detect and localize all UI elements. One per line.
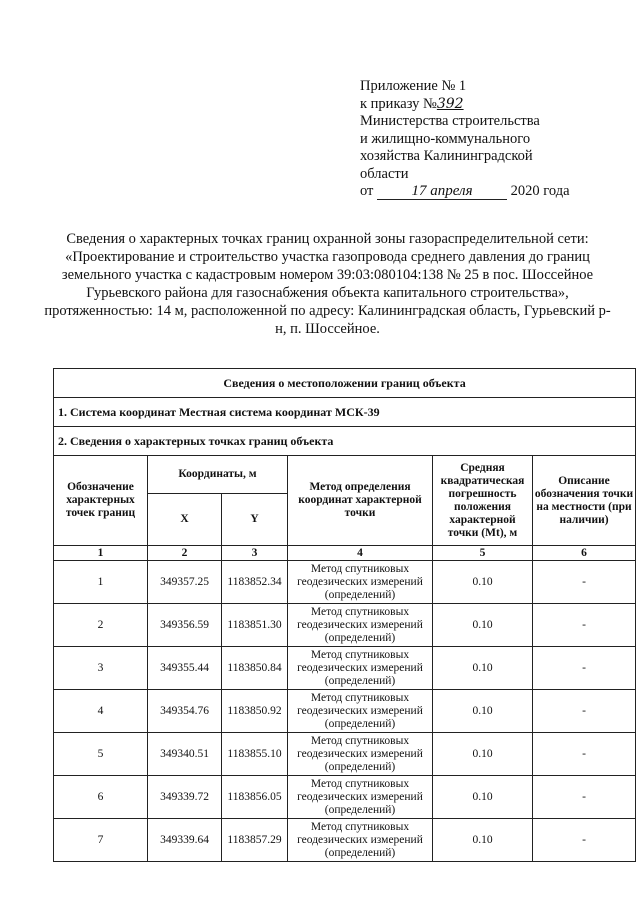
- cell-method: Метод спутниковых геодезических измерений (определений): [288, 647, 433, 690]
- points-table-wrap: [53, 368, 635, 862]
- cell-x: 349339.64: [148, 819, 222, 862]
- table-row: [54, 776, 636, 819]
- cell-point: 6: [54, 776, 148, 819]
- column-number: 4: [288, 546, 433, 561]
- cell-y: 1183852.34: [222, 561, 288, 604]
- cell-method: Метод спутниковых геодезических измерений (определений): [288, 604, 433, 647]
- column-numbers-row: [54, 546, 636, 561]
- cell-x: 349354.76: [148, 690, 222, 733]
- cell-description: -: [533, 776, 636, 819]
- cell-point: 7: [54, 819, 148, 862]
- order-prefix: к приказу №: [360, 95, 437, 112]
- date-line: [360, 183, 610, 201]
- cell-method: Метод спутниковых геодезических измерений (определений): [288, 819, 433, 862]
- section-header: Сведения о местоположении границ объекта: [54, 369, 636, 398]
- column-number: 3: [222, 546, 288, 561]
- table-row: [54, 561, 636, 604]
- cell-method: Метод спутниковых геодезических измерений (определений): [288, 690, 433, 733]
- points-table: [53, 368, 636, 862]
- appendix-block: [360, 78, 610, 201]
- column-number: 5: [433, 546, 533, 561]
- header-point: Обозначение характерных точек границ: [54, 456, 148, 546]
- header-description: Описание обозначения точки на местности (при наличии): [533, 456, 636, 546]
- cell-y: 1183856.05: [222, 776, 288, 819]
- cell-y: 1183855.10: [222, 733, 288, 776]
- date-prefix: от: [360, 183, 374, 199]
- cell-description: -: [533, 561, 636, 604]
- cell-x: 349357.25: [148, 561, 222, 604]
- cell-description: -: [533, 690, 636, 733]
- table-row: [54, 819, 636, 862]
- cell-error: 0.10: [433, 647, 533, 690]
- cell-point: 1: [54, 561, 148, 604]
- points-section-row: 2. Сведения о характерных точках границ объекта: [54, 427, 636, 456]
- cell-error: 0.10: [433, 819, 533, 862]
- data-rows: [54, 561, 636, 862]
- cell-point: 2: [54, 604, 148, 647]
- header-y: Y: [222, 494, 288, 546]
- coordinate-system-row: 1. Система координат Местная система координат МСК-39: [54, 398, 636, 427]
- cell-error: 0.10: [433, 776, 533, 819]
- header-error: Средняя квадратическая погрешность положения характерной точки (Mt), м: [433, 456, 533, 546]
- cell-method: Метод спутниковых геодезических измерений (определений): [288, 733, 433, 776]
- cell-x: 349340.51: [148, 733, 222, 776]
- cell-x: 349355.44: [148, 647, 222, 690]
- table-row: [54, 604, 636, 647]
- cell-error: 0.10: [433, 561, 533, 604]
- cell-error: 0.10: [433, 733, 533, 776]
- header-method: Метод определения координат характерной точки: [288, 456, 433, 546]
- cell-x: 349339.72: [148, 776, 222, 819]
- cell-description: -: [533, 604, 636, 647]
- header-coords: Координаты, м: [148, 456, 288, 494]
- table-row: [54, 647, 636, 690]
- cell-method: Метод спутниковых геодезических измерений (определений): [288, 776, 433, 819]
- cell-y: 1183851.30: [222, 604, 288, 647]
- cell-error: 0.10: [433, 604, 533, 647]
- cell-y: 1183850.92: [222, 690, 288, 733]
- cell-description: -: [533, 819, 636, 862]
- ministry-line-1: Министерства строительства: [360, 113, 540, 129]
- cell-error: 0.10: [433, 690, 533, 733]
- cell-point: 4: [54, 690, 148, 733]
- date-suffix: 2020 года: [510, 183, 570, 199]
- order-number-handwritten: 392: [436, 95, 464, 112]
- cell-point: 5: [54, 733, 148, 776]
- column-number: 1: [54, 546, 148, 561]
- order-line: [360, 96, 610, 114]
- ministry-line-2: и жилищно-коммунального: [360, 130, 531, 147]
- column-number: 6: [533, 546, 636, 561]
- cell-y: 1183850.84: [222, 647, 288, 690]
- cell-x: 349356.59: [148, 604, 222, 647]
- appendix-title: Приложение № 1: [360, 78, 467, 94]
- header-x: X: [148, 494, 222, 546]
- date-handwritten: 17 апреля: [377, 184, 507, 200]
- cell-description: -: [533, 647, 636, 690]
- cell-point: 3: [54, 647, 148, 690]
- cell-method: Метод спутниковых геодезических измерений (определений): [288, 561, 433, 604]
- table-row: [54, 690, 636, 733]
- cell-y: 1183857.29: [222, 819, 288, 862]
- document-title: Сведения о характерных точках границ охранной зоны газораспределительной сети: «Проектирование и строительство участка газопровода среднего давления до границ земельного участка с кадастровым номером 39:03:080104:138 № 25 в пос. Шоссейное Гурьевского района для газоснабжения объекта капитального строительства», протяженностью: 14 м, расположенной по адресу: Калининградская область, Гурьевский р-н, п. Шоссейное.: [44, 231, 611, 337]
- ministry-line-3: хозяйства Калининградской: [360, 148, 533, 164]
- ministry-line-4: области: [360, 165, 409, 182]
- column-number: 2: [148, 546, 222, 561]
- cell-description: -: [533, 733, 636, 776]
- table-row: [54, 733, 636, 776]
